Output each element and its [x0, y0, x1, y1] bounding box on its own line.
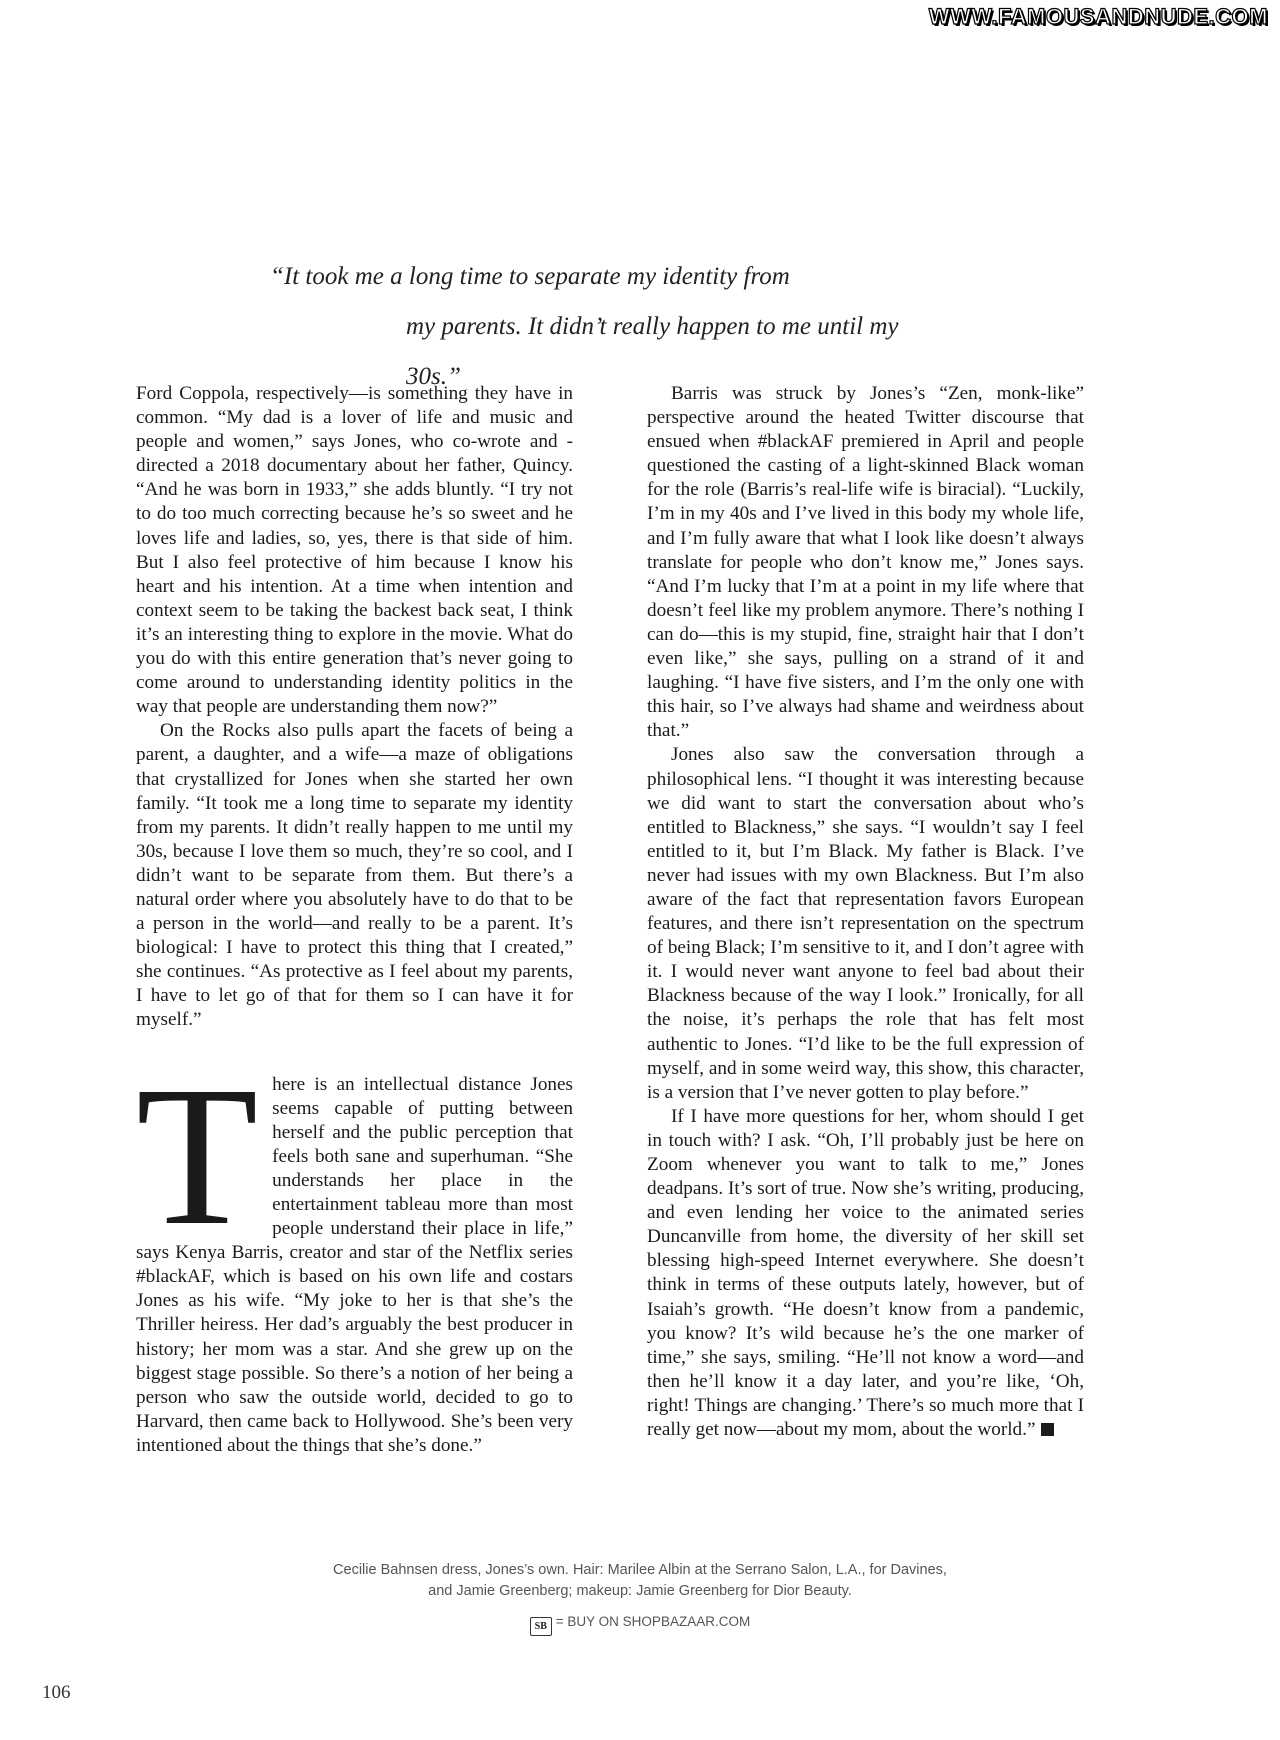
left-paragraph-2: On the Rocks also pulls apart the facets of being a parent, a daughter, and a wife—a maze of obligations that crystallized for Jones when she started her own family. “It took me a long time to separate my identity from my parents. It didn’t really happen to me until my 30s, because I love them so much, they’re so cool, and I didn’t want to be separate from them. But there’s a natural order where you absolutely have to do that to be a person in the world—and really to be a parent. It’s biological: I have to protect this thing that I created,” she continues. “As protective as I feel about my parents, I have to let go of that for them so I can have it for myself.”: [136, 720, 573, 1031]
shop-text: = BUY ON SHOPBAZAAR.COM: [555, 1614, 751, 1629]
left-column: [136, 382, 573, 1458]
end-mark-icon: [1041, 1423, 1054, 1436]
left-paragraph-3: [136, 1045, 573, 1459]
right-paragraph-3: [647, 1105, 1084, 1442]
right-column: [647, 382, 1084, 1442]
credits-line-1: Cecilie Bahnsen dress, Jones’s own. Hair: Marilee Albin at the Serrano Salon, L.A., for Davines,: [333, 1562, 947, 1578]
right-paragraph-1: Barris was struck by Jones’s “Zen, monk-like” perspective around the heated Twitter discourse that ensued when #blackAF premiered in April and people questioned the casting of a light-skinned Black woman for the role (Barris’s real-life wife is biracial). “Luckily, I’m in my 40s and I’ve lived in this body my whole life, and I’m fully aware that what I look like doesn’t always translate for people who don’t know me,” Jones says. “And I’m lucky that I’m at a point in my life where that doesn’t feel like my problem anymore. There’s nothing I can do—this is my stupid, fine, straight hair that I don’t even like,” she says, pulling on a strand of it and laughing. “I have five sisters, and I’m the only one with this hair, so I’ve always had shame and weirdness about that.”: [647, 383, 1084, 742]
watermark: WWW.FAMOUSANDNUDE.COM: [928, 4, 1268, 29]
pull-quote-line-2: my parents. It didn’t really happen to me until my 30s.”: [406, 313, 899, 390]
pull-quote: [270, 252, 930, 402]
right-paragraph-2: Jones also saw the conversation through a philosophical lens. “I thought it was interesting because we did want to start the conversation about who’s entitled to Blackness,” she says. “I wouldn’t say I feel entitled to it, but I’m Black. My father is Black. I’ve never had issues with my own Blackness. But I’m also aware of the fact that representation favors European features, and there isn’t representation on the spectrum of being Black; I’m sensitive to it, and I don’t agree with it. I would never want anyone to feel bad about their Blackness because of the way I look.” Ironically, for all the noise, it’s perhaps the role that has felt most authentic to Jones. “I’d like to be the full expression of myself, and in some weird way, this show, this character, is a version that I’ve never gotten to play before.”: [647, 744, 1084, 1103]
shopbazaar-logo-icon: SB: [530, 1617, 552, 1636]
pull-quote-line-1: “It took me a long time to separate my identity from: [270, 263, 790, 290]
shop-note: [240, 1614, 1040, 1636]
credits-line-2: and Jamie Greenberg; makeup: Jamie Greenberg for Dior Beauty.: [428, 1583, 852, 1599]
left-paragraph-3-text: here is an intellectual distance Jones seems capable of putting between herself and the public perception that feels both sane and superhuman. “She understands her place in the entertainment tableau more than most people understand their place in life,” says Kenya Barris, creator and star of the Netflix series #blackAF, which is based on his own life and costars Jones as his wife. “My joke to her is that she’s the Thriller heiress. Her dad’s arguably the best producer in history; her mom was a star. And she grew up on the biggest stage possible. So there’s a notion of her being a person who saw the outside world, decided to go to Harvard, then came back to Hollywood. She’s been very intentioned about the things that she’s done.”: [136, 1073, 573, 1456]
drop-cap: T: [136, 1045, 259, 1267]
right-paragraph-3-text: If I have more questions for her, whom should I get in touch with? I ask. “Oh, I’ll probably just be here on Zoom whenever you want to talk to me,” Jones deadpans. It’s sort of true. Now she’s writing, producing, and even lending her voice to the animated series Duncanville from home, the diversity of her skill set blessing high-speed Internet everywhere. She doesn’t think in terms of these outputs lately, however, but of Isaiah’s growth. “He doesn’t know from a pandemic, you know? It’s wild because he’s the one marker of time,” she says, smiling. “He’ll not know a word—and then he’ll know it a day later, and you’re like, ‘Oh, right! Things are changing.’ There’s so much more that I really get now—about my mom, about the world.”: [647, 1105, 1084, 1441]
page-number: 106: [42, 1682, 71, 1703]
photo-credits: [240, 1560, 1040, 1602]
left-paragraph-1: Ford Coppola, respectively—is something they have in common. “My dad is a lover of life and music and people and women,” says Jones, who co-wrote and -directed a 2018 documentary about her father, Quincy. “And he was born in 1933,” she adds bluntly. “I try not to do too much correcting because he’s so sweet and he loves life and ladies, so, yes, there is that side of him. But I also feel protective of him because I know his heart and his intention. At a time when intention and context seem to be taking the backest back seat, I think it’s an interesting thing to explore in the movie. What do you do with this entire generation that’s never going to come around to understanding identity politics in the way that people are understanding them now?”: [136, 383, 573, 718]
